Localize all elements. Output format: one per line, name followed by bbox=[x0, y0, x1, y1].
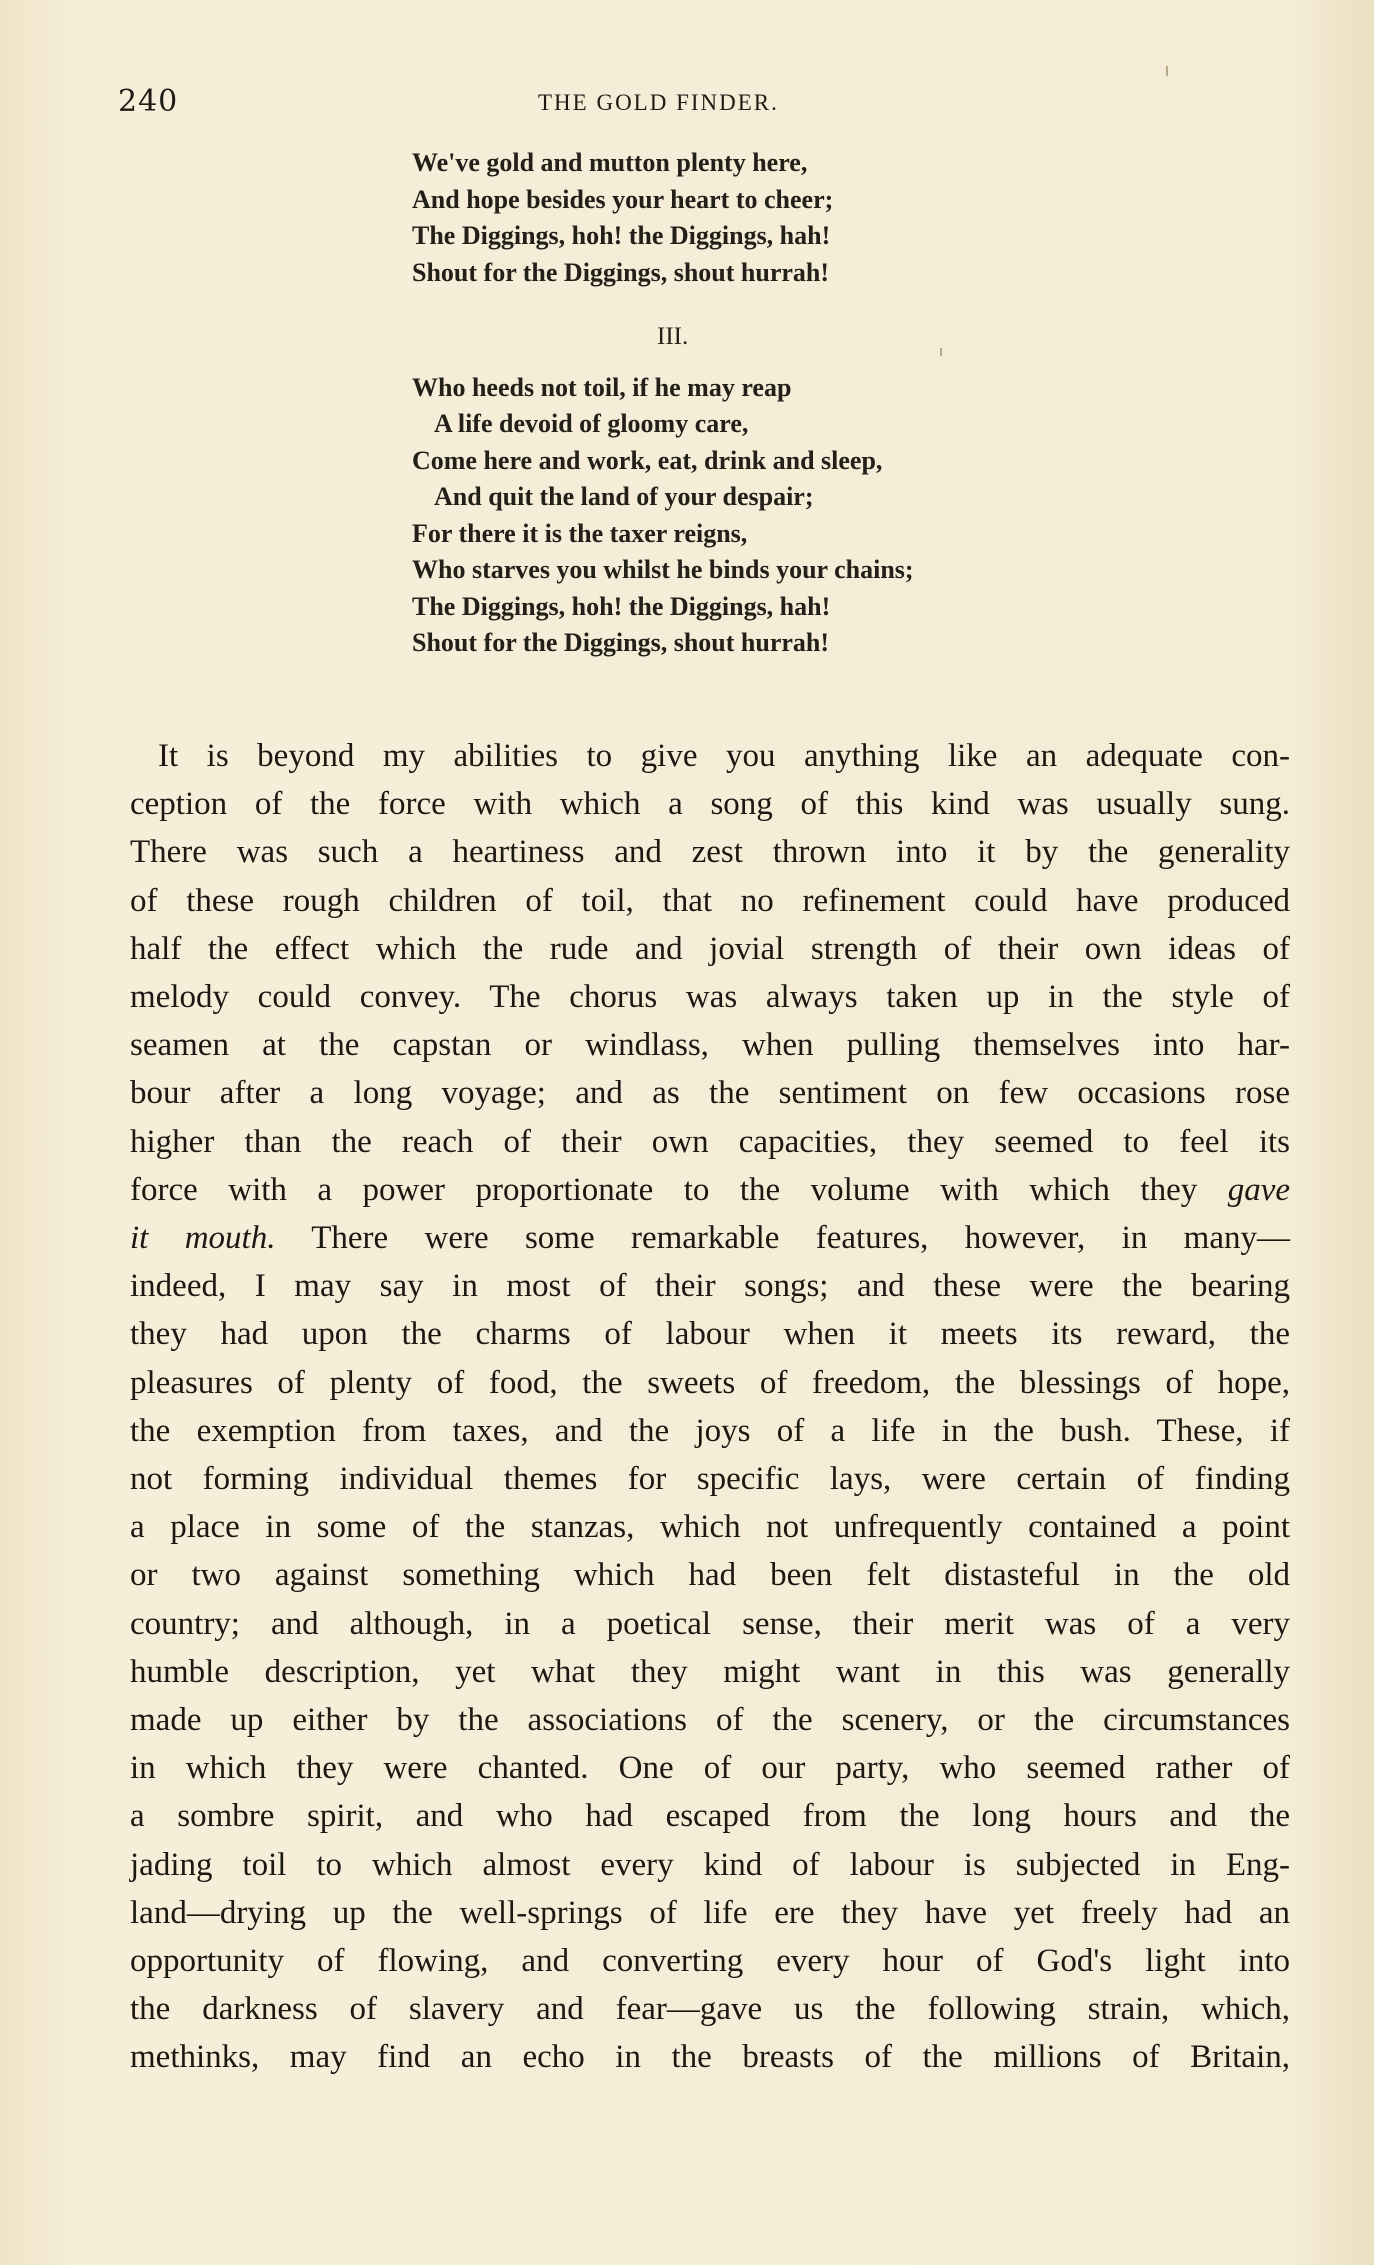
prose-line-with-italic bbox=[130, 1214, 1290, 1262]
prose-line: methinks, may find an echo in the breasts of the millions of Britain, bbox=[130, 2039, 1290, 2076]
verse-line: Shout for the Diggings, shout hurrah! bbox=[412, 628, 830, 657]
italic-phrase: gave bbox=[1227, 1171, 1291, 1208]
verse-top bbox=[412, 145, 1112, 291]
prose-line: country; and although, in a poetical sense, their merit was of a very bbox=[130, 1605, 1290, 1642]
prose-line: It is beyond my abilities to give you anything like an adequate con- bbox=[158, 738, 1290, 774]
prose-line: seamen at the capstan or windlass, when pulling themselves into har- bbox=[130, 1027, 1290, 1064]
verse-line: Shout for the Diggings, shout hurrah! bbox=[412, 257, 830, 287]
prose-line: indeed, I may say in most of their songs; and these were the bearing bbox=[130, 1268, 1290, 1305]
page-header bbox=[118, 84, 1288, 124]
verse-line: A life devoid of gloomy care, bbox=[434, 409, 749, 438]
prose-line: There was such a heartiness and zest thrown into it by the generality bbox=[130, 834, 1290, 871]
verse-line: Come here and work, eat, drink and sleep, bbox=[412, 445, 883, 475]
prose-text: force with a power proportionate to the volume with which they bbox=[130, 1171, 1198, 1208]
prose-line: a sombre spirit, and who had escaped from the long hours and the bbox=[130, 1798, 1290, 1835]
prose-line: pleasures of plenty of food, the sweets of freedom, the blessings of hope, bbox=[130, 1364, 1290, 1401]
prose-line-with-italic bbox=[130, 1166, 1290, 1214]
prose-line: land—drying up the well-springs of life ere they have yet freely had an bbox=[130, 1894, 1290, 1931]
verse-line: And hope besides your heart to cheer; bbox=[412, 184, 834, 214]
verse-line: And quit the land of your despair; bbox=[434, 482, 814, 511]
page-number: 240 bbox=[118, 84, 179, 119]
italic-phrase: it mouth. bbox=[130, 1220, 276, 1257]
prose-line: bour after a long voyage; and as the sentiment on few occasions rose bbox=[130, 1075, 1290, 1112]
prose-line: they had upon the charms of labour when it meets its reward, the bbox=[130, 1316, 1290, 1353]
verse-line: For there it is the taxer reigns, bbox=[412, 518, 748, 548]
verse-line: The Diggings, hoh! the Diggings, hah! bbox=[412, 221, 831, 250]
print-mark bbox=[1166, 66, 1168, 76]
verse-line: We've gold and mutton plenty here, bbox=[412, 148, 808, 177]
prose-line: opportunity of flowing, and converting every hour of God's light into bbox=[130, 1943, 1290, 1980]
prose-line: in which they were chanted. One of our party, who seemed rather of bbox=[130, 1750, 1290, 1787]
prose-line: half the effect which the rude and jovial strength of their own ideas of bbox=[130, 930, 1290, 967]
prose-line: higher than the reach of their own capacities, they seemed to feel its bbox=[130, 1123, 1290, 1160]
prose-line: a place in some of the stanzas, which not unfrequently contained a point bbox=[130, 1509, 1290, 1546]
prose-line: the exemption from taxes, and the joys of a life in the bush. These, if bbox=[130, 1412, 1290, 1449]
verse-line: The Diggings, hoh! the Diggings, hah! bbox=[412, 591, 831, 621]
prose-line: the darkness of slavery and fear—gave us the following strain, which, bbox=[130, 1991, 1290, 2028]
prose-line: humble description, yet what they might want in this was generally bbox=[130, 1653, 1290, 1690]
prose-line: or two against something which had been felt distasteful in the old bbox=[130, 1557, 1290, 1594]
print-mark bbox=[940, 348, 942, 356]
prose-line: ception of the force with which a song of this kind was usually sung. bbox=[130, 786, 1290, 823]
verse-line: Who starves you whilst he binds your chains; bbox=[412, 555, 914, 584]
verse-stanza-three bbox=[412, 370, 1112, 662]
prose-line: jading toil to which almost every kind of labour is subjected in Eng- bbox=[130, 1846, 1290, 1883]
running-title: THE GOLD FINDER. bbox=[538, 90, 779, 115]
prose-text: There were some remarkable features, however, in many— bbox=[275, 1220, 1291, 1257]
stanza-number: III. bbox=[657, 323, 689, 350]
prose-line: made up either by the associations of the scenery, or the circumstances bbox=[130, 1702, 1290, 1739]
prose-line: not forming individual themes for specific lays, were certain of finding bbox=[130, 1461, 1290, 1498]
song-verse bbox=[412, 145, 1112, 662]
prose-line: melody could convey. The chorus was always taken up in the style of bbox=[130, 979, 1290, 1016]
verse-line: Who heeds not toil, if he may reap bbox=[412, 372, 792, 402]
prose-line: of these rough children of toil, that no refinement could have produced bbox=[130, 882, 1290, 919]
prose-paragraph bbox=[130, 732, 1290, 2082]
